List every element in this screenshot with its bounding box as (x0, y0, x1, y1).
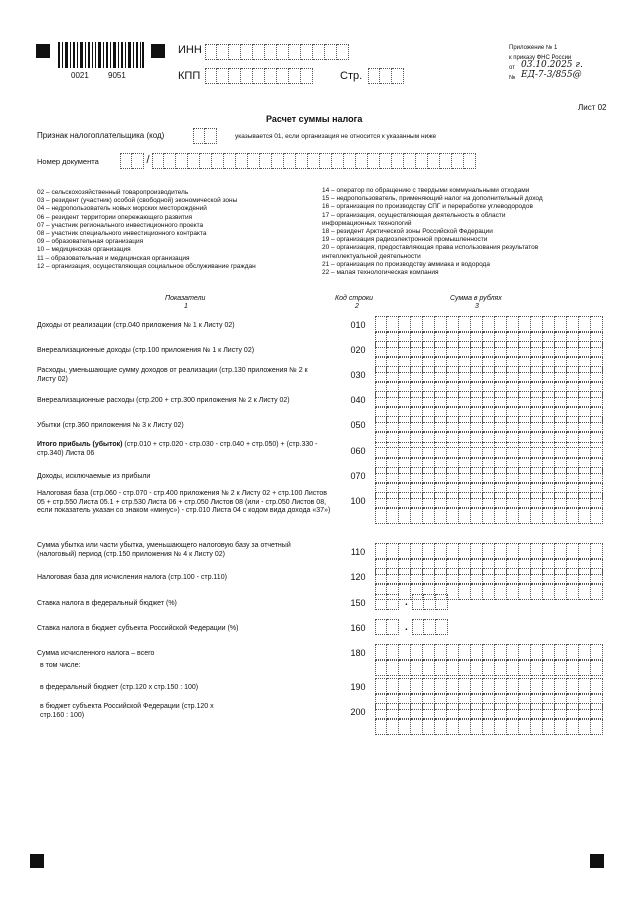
codes-list-left (37, 189, 256, 271)
kpp-field[interactable] (205, 68, 313, 84)
row-label-060-bold: Итого прибыль (убыток) (37, 441, 123, 448)
appendix-number-value: ЕД-7-3/855@ (521, 70, 582, 80)
main-heading: Расчет суммы налога (266, 114, 363, 124)
row-label-190: в федеральный бюджет (стр.120 х стр.150 : 100) (40, 684, 199, 691)
code-item: 18 – резидент Арктической зоны Российской Федерации (322, 228, 493, 236)
header-line-code: Код строки (335, 295, 374, 302)
document-number-label: Номер документа (37, 157, 99, 166)
corner-marker-bottom-right (590, 854, 604, 868)
corner-marker-bottom-left (30, 854, 44, 868)
code-item: 06 – резидент территории опережающего развития (37, 213, 193, 221)
row-label-120: Налоговая база для исчисления налога (стр.100 - стр.110) (37, 574, 227, 581)
sheet-label: Лист 02 (578, 103, 607, 112)
row-amount-180[interactable] (375, 644, 603, 676)
row-code-100: 100 (350, 496, 366, 506)
appendix-line2: к приказу ФНС России (509, 55, 572, 61)
appendix-date-prefix: от (509, 65, 515, 71)
corner-marker-top-mid (151, 44, 165, 58)
codes-list-right (322, 187, 543, 277)
row-label-020: Внереализационные доходы (стр.100 приложения № 1 к Листу 02) (37, 347, 255, 354)
code-item: 22 – малая технологическая компания (322, 269, 439, 277)
row-label-060 (37, 441, 332, 458)
row-code-050: 050 (350, 420, 366, 430)
barcode-number-left: 0021 (71, 71, 89, 80)
code-item: 02 – сельскохозяйственный товаропроизводитель (37, 189, 189, 196)
decimal-point: . (405, 597, 408, 608)
kpp-label: КПП (178, 70, 201, 82)
code-item: 20 – организация, предоставляющая права использования результатов (322, 244, 539, 252)
row-code-190: 190 (350, 682, 366, 692)
code-item: 08 – участник специального инвестиционного контракта (37, 230, 207, 238)
code-item: 04 – недропользователь новых морских месторождений (37, 205, 207, 213)
code-item: 09 – образовательная организация (37, 238, 144, 246)
code-item: 10 – медицинская организация (37, 246, 131, 254)
corner-marker-top-left (36, 44, 50, 58)
row-label-040: Внереализационные расходы (стр.200 + стр.300 приложения № 2 к Листу 02) (37, 397, 290, 404)
row-label-010: Доходы от реализации (стр.040 приложения № 1 к Листу 02) (37, 322, 235, 329)
row-label-180: Сумма исчисленного налога – всего (37, 650, 155, 657)
row-label-including: в том числе: (40, 662, 81, 669)
row-code-120: 120 (350, 572, 366, 582)
header-amount: Сумма в рублях (450, 295, 502, 302)
row-code-020: 020 (350, 345, 366, 355)
row-label-050: Убытки (стр.360 приложения № 3 к Листу 02) (37, 422, 184, 429)
row-amount-200[interactable] (375, 703, 603, 735)
code-item: 19 – организация радиоэлектронной промышленности (322, 236, 488, 244)
row-code-040: 040 (350, 395, 366, 405)
row-label-030: Расходы, уменьшающие сумму доходов от реализации (стр.130 приложения № 2 к Листу 02) (37, 367, 308, 383)
row-label-070: Доходы, исключаемые из прибыли (37, 473, 151, 480)
row-label-160: Ставка налога в бюджет субъекта Российской Федерации (%) (37, 625, 239, 632)
row-code-070: 070 (350, 471, 366, 481)
barcode (58, 42, 144, 68)
code-item: 07 – участник регионального инвестиционного проекта (37, 221, 204, 229)
taxpayer-attribute-label: Признак налогоплательщика (код) (37, 131, 165, 140)
appendix-date-value: 03.10.2025 г. (521, 60, 583, 70)
code-item: интеллектуальной деятельности (322, 252, 421, 260)
row-code-060: 060 (350, 446, 366, 456)
taxpayer-attribute-field[interactable] (193, 128, 217, 144)
code-item: 15 – недропользователь, применяющий налог на дополнительный доход (322, 195, 543, 203)
appendix-number-prefix: № (509, 75, 516, 81)
header-indicators: Показатели (165, 295, 206, 302)
code-item: 14 – оператор по обращению с твердыми коммунальными отходами (322, 187, 530, 194)
row-rate-150-integer[interactable] (375, 594, 399, 610)
code-item: 21 – организация по производству аммиака и водорода (322, 260, 490, 268)
row-rate-150-fraction[interactable] (412, 594, 448, 610)
row-rate-160-fraction[interactable] (412, 619, 448, 635)
row-code-180: 180 (350, 648, 366, 658)
row-label-060-text: (стр.010 + стр.020 - стр.030 - стр.040 + стр.050) + (стр.330 - стр.340) Листа 06 (37, 441, 318, 457)
row-code-160: 160 (350, 623, 366, 633)
header-col1: 1 (184, 303, 188, 310)
row-amount-100[interactable] (375, 492, 603, 524)
row-code-110: 110 (350, 547, 366, 557)
header-col3: 3 (475, 303, 479, 310)
row-label-100: Налоговая база (стр.060 - стр.070 - стр.400 приложения № 2 к Листу 02 + стр.100 Листов 05 + стр.550 Листа 05.1 + стр.530 Листа 06 + стр.050 Листов 08 (или - стр.050 Листов 08, если показатель указан со знаком «минус») - стр.010 Листа 04 с кодом вида дохода «37») (37, 490, 331, 514)
row-amount-120[interactable] (375, 568, 603, 600)
taxpayer-attribute-note: указывается 01, если организация не относится к указанным ниже (235, 133, 437, 140)
code-item: 11 – образовательная и медицинская организация (37, 254, 190, 262)
decimal-point: . (405, 622, 408, 633)
page-label: Стр. (340, 70, 363, 82)
appendix-line1: Приложение № 1 (509, 45, 558, 51)
header-col2: 2 (355, 303, 359, 310)
row-label-200: в бюджет субъекта Российской Федерации (стр.120 х стр.160 : 100) (40, 703, 214, 719)
document-number-field[interactable]: / (120, 153, 476, 169)
code-item: информационных технологий (322, 219, 412, 227)
row-code-010: 010 (350, 320, 366, 330)
inn-label: ИНН (178, 44, 202, 56)
barcode-number-right: 9051 (108, 71, 126, 80)
row-code-150: 150 (350, 598, 366, 608)
row-code-030: 030 (350, 370, 366, 380)
row-label-110: Сумма убытка или части убытка, уменьшающего налоговую базу за отчетный (налоговый) период (стр.150 приложения № 4 к Листу 02) (37, 542, 291, 558)
page-number-field[interactable] (368, 68, 404, 84)
row-rate-160-integer[interactable] (375, 619, 399, 635)
code-item: 12 – организация, осуществляющая социальное обслуживание граждан (37, 262, 256, 270)
row-label-150: Ставка налога в федеральный бюджет (%) (37, 600, 177, 607)
code-item: 16 – организация по производству СПГ и переработке углеводородов (322, 203, 533, 211)
inn-field[interactable] (205, 44, 349, 60)
row-code-200: 200 (350, 707, 366, 717)
code-item: 03 – резидент (участник) особой (свободной) экономической зоны (37, 197, 238, 205)
code-item: 17 – организация, осуществляющая деятельность в области (322, 211, 506, 219)
